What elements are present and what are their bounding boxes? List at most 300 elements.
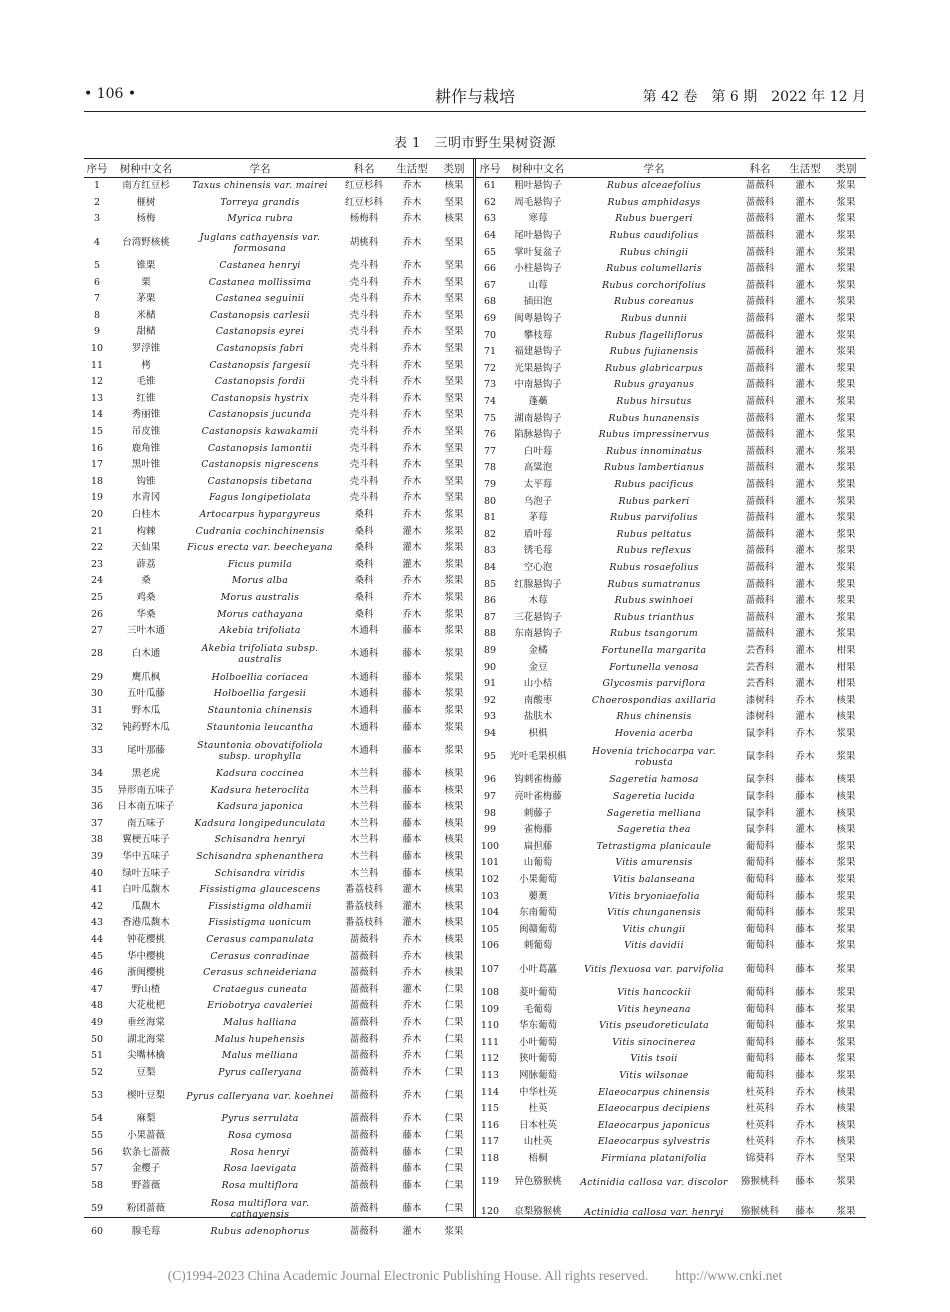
table-row (476, 955, 866, 985)
scientific-name: Rubus reflexus (616, 545, 692, 557)
family-name: 蔷薇科 (745, 611, 775, 623)
life-form: 藤本 (795, 791, 815, 803)
chinese-name: 白叶瓜馥木 (122, 884, 170, 896)
family-name: 木兰科 (349, 801, 379, 813)
row-index: 79 (483, 478, 497, 490)
life-form: 灌木 (795, 263, 815, 275)
family-name: 蔷薇科 (745, 462, 775, 474)
table-row (84, 507, 474, 524)
family-name: 漆树科 (745, 711, 775, 723)
scientific-name: Stauntonia obovatifoliola subsp. urophylla (197, 739, 323, 762)
life-form: 灌木 (402, 1226, 422, 1238)
table-row (84, 391, 474, 408)
fruit-category: 仁果 (444, 1000, 464, 1012)
fruit-category: 坚果 (444, 392, 464, 404)
scientific-name: Castanopsis hystrix (211, 392, 309, 404)
family-name: 桑科 (354, 575, 374, 587)
life-form: 乔木 (795, 727, 815, 739)
chinese-name: 香港瓜馥木 (122, 917, 170, 929)
table-row (476, 905, 866, 922)
row-index: 22 (90, 542, 104, 554)
chinese-name: 浙闽樱桃 (126, 967, 165, 979)
scientific-name: Morus australis (220, 591, 300, 603)
table-row (476, 855, 866, 872)
family-name: 蔷薇科 (745, 578, 775, 590)
row-index: 13 (90, 392, 104, 404)
chinese-name: 攀枝莓 (523, 329, 553, 341)
family-name: 桑科 (354, 542, 374, 554)
row-index: 9 (93, 326, 101, 338)
row-index: 94 (483, 727, 497, 739)
fruit-category: 浆果 (836, 1036, 856, 1048)
fruit-category: 核果 (836, 807, 856, 819)
family-name: 漆树科 (745, 694, 775, 706)
fruit-category: 浆果 (836, 396, 856, 408)
fruit-category: 核果 (444, 884, 464, 896)
scientific-name: Vitis wilsonae (619, 1069, 689, 1081)
row-index: 67 (483, 279, 497, 291)
row-index: 23 (90, 558, 104, 570)
fruit-category: 浆果 (444, 721, 464, 733)
table-row (84, 1144, 474, 1161)
life-form: 灌木 (795, 213, 815, 225)
life-form: 藤本 (402, 1179, 422, 1191)
family-name: 蔷薇科 (745, 180, 775, 192)
life-form: 藤本 (402, 1163, 422, 1175)
row-index: 76 (483, 429, 497, 441)
fruit-category: 浆果 (836, 840, 856, 852)
life-form: 藤本 (402, 688, 422, 700)
table-row (476, 888, 866, 905)
life-form: 灌木 (795, 196, 815, 208)
table-row (476, 311, 866, 328)
table-row (476, 477, 866, 494)
table-row (476, 278, 866, 295)
row-index: 110 (480, 1020, 500, 1032)
scientific-name: Rubus peltatus (616, 528, 692, 540)
family-name: 猕猴桃科 (740, 1176, 779, 1188)
scientific-name: Holboellia coriacea (211, 671, 309, 683)
life-form: 灌木 (795, 628, 815, 640)
life-form: 灌木 (402, 917, 422, 929)
family-name: 木兰科 (349, 851, 379, 863)
scientific-name: Castanopsis fargesii (209, 359, 311, 371)
table-row (476, 394, 866, 411)
table-row (84, 1048, 474, 1065)
family-name: 猕猴桃科 (740, 1206, 779, 1218)
fruit-category: 仁果 (444, 1090, 464, 1102)
scientific-name: Castanopsis fordii (214, 376, 306, 388)
table-row (476, 344, 866, 361)
life-form: 灌木 (795, 495, 815, 507)
life-form: 藤本 (795, 1053, 815, 1065)
family-name: 芸香科 (745, 644, 775, 656)
table-row (84, 1177, 474, 1194)
life-form: 乔木 (402, 508, 422, 520)
chinese-name: 白叶莓 (523, 445, 553, 457)
table-row (84, 965, 474, 982)
family-name: 葡萄科 (745, 1020, 775, 1032)
table-row (84, 407, 474, 424)
row-index: 98 (483, 807, 497, 819)
scientific-name: Castanopsis jucunda (208, 409, 312, 421)
family-name: 木兰科 (349, 768, 379, 780)
table-row (84, 998, 474, 1015)
fruit-category: 坚果 (444, 276, 464, 288)
chinese-name: 华中樱桃 (126, 950, 165, 962)
life-form: 乔木 (795, 1136, 815, 1148)
scientific-name: Artocarpus hypargyreus (199, 508, 321, 520)
fruit-category: 核果 (836, 824, 856, 836)
row-index: 90 (483, 661, 497, 673)
table-row (476, 643, 866, 660)
chinese-name: 鹰爪枫 (131, 671, 161, 683)
scientific-name: Rubus caudifolius (609, 230, 699, 242)
row-index: 27 (90, 625, 104, 637)
family-name: 鼠李科 (745, 791, 775, 803)
family-name: 木兰科 (349, 867, 379, 879)
table-row (476, 543, 866, 560)
row-index: 96 (483, 774, 497, 786)
scientific-name: Rubus lambertianus (603, 462, 705, 474)
row-index: 59 (90, 1203, 104, 1215)
family-name: 木通科 (349, 671, 379, 683)
life-form: 藤本 (795, 890, 815, 902)
scientific-name: Rubus impressinervus (598, 429, 710, 441)
fruit-category: 浆果 (836, 478, 856, 490)
fruit-category: 浆果 (836, 180, 856, 192)
row-index: 24 (90, 575, 104, 587)
scientific-name: Rubus buergeri (615, 213, 693, 225)
family-name: 蔷薇科 (349, 967, 379, 979)
family-name: 蔷薇科 (349, 1146, 379, 1158)
life-form: 乔木 (402, 309, 422, 321)
scientific-name: Tetrastigma planicaule (596, 840, 712, 852)
table-row (84, 799, 474, 816)
scientific-name: Rubus trianthus (613, 611, 695, 623)
chinese-name: 鸡桑 (136, 591, 156, 603)
family-name: 壳斗科 (349, 426, 379, 438)
chinese-name: 盐肤木 (523, 711, 553, 723)
scientific-name: Juglans cathayensis var. formosana (199, 231, 321, 254)
life-form: 乔木 (402, 1090, 422, 1102)
table-row (84, 424, 474, 441)
table-row (84, 195, 474, 212)
fruit-category: 核果 (444, 180, 464, 192)
fruit-category: 坚果 (444, 426, 464, 438)
family-name: 葡萄科 (745, 1003, 775, 1015)
life-form: 灌木 (402, 884, 422, 896)
row-index: 25 (90, 591, 104, 603)
chinese-name: 腺毛莓 (131, 1226, 161, 1238)
family-name: 蔷薇科 (745, 362, 775, 374)
scientific-name: Cudrania cochinchinensis (195, 525, 325, 537)
family-name: 红豆杉科 (344, 180, 383, 192)
scientific-name: Elaeocarpus sylvestris (597, 1136, 711, 1148)
life-form: 藤本 (795, 1206, 815, 1218)
chinese-name: 南酸枣 (523, 694, 553, 706)
chinese-name: 寒莓 (528, 213, 548, 225)
chinese-name: 中南悬钩子 (514, 379, 562, 391)
life-form: 乔木 (402, 950, 422, 962)
row-index: 108 (480, 987, 500, 999)
row-index: 54 (90, 1113, 104, 1125)
scientific-name: Torreya grandis (220, 196, 300, 208)
fruit-category: 浆果 (444, 591, 464, 603)
family-name: 木通科 (349, 744, 379, 756)
fruit-category: 核果 (444, 834, 464, 846)
chinese-name: 小果葡萄 (518, 874, 557, 886)
family-name: 蔷薇科 (349, 1129, 379, 1141)
scientific-name: Sageretia lucida (613, 791, 695, 803)
chinese-name: 异形南五味子 (117, 784, 175, 796)
row-index: 91 (483, 678, 497, 690)
scientific-name: Elaeocarpus decipiens (597, 1103, 711, 1115)
family-name: 葡萄科 (745, 987, 775, 999)
table-row (84, 766, 474, 783)
table-row (84, 374, 474, 391)
life-form: 藤本 (795, 907, 815, 919)
family-name: 壳斗科 (349, 276, 379, 288)
table-row (84, 490, 474, 507)
table-row (84, 1111, 474, 1128)
page-header (84, 84, 866, 108)
chinese-name: 软条七蔷薇 (122, 1146, 170, 1158)
family-name: 蔷薇科 (349, 983, 379, 995)
life-form: 灌木 (795, 611, 815, 623)
family-name: 蔷薇科 (349, 934, 379, 946)
chinese-name: 红锥 (136, 392, 156, 404)
fruit-category: 浆果 (836, 987, 856, 999)
row-index: 1 (93, 180, 101, 192)
table-row (476, 444, 866, 461)
family-name: 葡萄科 (745, 1053, 775, 1065)
life-form: 灌木 (795, 362, 815, 374)
life-form: 灌木 (402, 525, 422, 537)
row-index: 61 (483, 180, 497, 192)
scientific-name: Rosa multiflora var. cathayensis (210, 1198, 310, 1221)
scientific-name: Pyrus serrulata (221, 1113, 299, 1125)
life-form: 乔木 (402, 276, 422, 288)
row-index: 64 (483, 230, 497, 242)
fruit-category: 浆果 (444, 575, 464, 587)
fruit-category: 坚果 (444, 409, 464, 421)
family-name: 桑科 (354, 508, 374, 520)
table-row (476, 1151, 866, 1168)
chinese-name: 钩刺雀梅藤 (514, 774, 562, 786)
scientific-name: Rubus columellaris (606, 263, 702, 275)
life-form: 乔木 (795, 751, 815, 763)
chinese-name: 光果悬钩子 (514, 362, 562, 374)
scientific-name: Fortunella venosa (609, 661, 699, 673)
chinese-name: 闽赣葡萄 (518, 923, 557, 935)
scientific-name: Fissistigma oldhamii (208, 900, 312, 912)
family-name: 壳斗科 (349, 293, 379, 305)
scientific-name: Castanopsis nigrescens (201, 459, 319, 471)
family-name: 桑科 (354, 591, 374, 603)
fruit-category: 浆果 (836, 263, 856, 275)
row-index: 55 (90, 1129, 104, 1141)
table-row (476, 1001, 866, 1018)
row-index: 118 (480, 1152, 500, 1164)
fruit-category: 核果 (444, 817, 464, 829)
row-index: 53 (90, 1090, 104, 1102)
life-form: 灌木 (795, 329, 815, 341)
fruit-category: 核果 (444, 950, 464, 962)
row-index: 7 (93, 293, 101, 305)
row-index: 83 (483, 545, 497, 557)
family-name: 鼠李科 (745, 807, 775, 819)
chinese-name: 高粱泡 (523, 462, 553, 474)
scientific-name: Schisandra sphenanthera (196, 851, 324, 863)
scientific-name: Castanopsis eyrei (215, 326, 305, 338)
row-index: 47 (90, 983, 104, 995)
scientific-name: Eriobotrya cavaleriei (207, 1000, 313, 1012)
chinese-name: 锥栗 (136, 260, 156, 272)
family-name: 蔷薇科 (745, 412, 775, 424)
fruit-category: 坚果 (444, 260, 464, 272)
chinese-name: 大花枇杷 (126, 1000, 165, 1012)
family-name: 蔷薇科 (745, 296, 775, 308)
chinese-name: 南五味子 (126, 817, 165, 829)
row-index: 36 (90, 801, 104, 813)
col-header-life-form: 生活型 (390, 159, 434, 178)
family-name: 蔷薇科 (349, 1163, 379, 1175)
scientific-name: Sageretia hamosa (609, 774, 699, 786)
family-name: 蔷薇科 (745, 628, 775, 640)
table-row (84, 324, 474, 341)
chinese-name: 太平莓 (523, 478, 553, 490)
table-row (476, 692, 866, 709)
scientific-name: Rosa cymosa (227, 1129, 293, 1141)
fruit-category: 仁果 (444, 1163, 464, 1175)
row-index: 100 (480, 840, 500, 852)
table-row (84, 523, 474, 540)
row-index: 77 (483, 445, 497, 457)
life-form: 藤本 (795, 774, 815, 786)
scientific-name: Rubus hunanensis (608, 412, 700, 424)
fruit-category: 浆果 (836, 230, 856, 242)
scientific-name: Actinidia callosa var. discolor (580, 1176, 728, 1188)
family-name: 蔷薇科 (349, 1179, 379, 1191)
fruit-category: 浆果 (836, 1176, 856, 1188)
life-form: 藤本 (402, 867, 422, 879)
row-index: 5 (93, 260, 101, 272)
scientific-name: Rosa laevigata (223, 1163, 297, 1175)
family-name: 壳斗科 (349, 409, 379, 421)
scientific-name: Rubus innominatus (605, 445, 703, 457)
family-name: 葡萄科 (745, 923, 775, 935)
life-form: 乔木 (402, 591, 422, 603)
family-name: 杜英科 (745, 1136, 775, 1148)
table-row (476, 261, 866, 278)
chinese-name: 山小桔 (523, 678, 553, 690)
fruit-category: 浆果 (836, 213, 856, 225)
chinese-name: 金橘 (528, 644, 548, 656)
table-row (476, 1167, 866, 1197)
table-row (84, 540, 474, 557)
scientific-name: Kadsura longipedunculata (194, 817, 326, 829)
row-index: 35 (90, 784, 104, 796)
scientific-name: Vitis chunganensis (606, 907, 701, 919)
life-form: 藤本 (402, 834, 422, 846)
life-form: 藤本 (402, 801, 422, 813)
table-row (84, 357, 474, 374)
fruit-category: 核果 (444, 851, 464, 863)
row-index: 119 (480, 1176, 500, 1188)
row-index: 21 (90, 525, 104, 537)
fruit-category: 仁果 (444, 1066, 464, 1078)
chinese-name: 钟花樱桃 (126, 934, 165, 946)
chinese-name: 湖北海棠 (126, 1033, 165, 1045)
family-name: 葡萄科 (745, 940, 775, 952)
table-row (476, 822, 866, 839)
fruit-category: 浆果 (836, 1003, 856, 1015)
family-name: 壳斗科 (349, 459, 379, 471)
chinese-name: 南方红豆杉 (122, 180, 170, 192)
fruit-category: 仁果 (444, 1179, 464, 1191)
chinese-name: 麻梨 (136, 1113, 156, 1125)
chinese-name: 尾叶那藤 (126, 744, 165, 756)
table-row (476, 377, 866, 394)
family-name: 木通科 (349, 625, 379, 637)
family-name: 蔷薇科 (745, 279, 775, 291)
table-row (84, 1015, 474, 1032)
fruit-category: 浆果 (836, 362, 856, 374)
fruit-category: 核果 (836, 711, 856, 723)
row-index: 114 (480, 1086, 500, 1098)
scientific-name: Castanea seguinii (215, 293, 305, 305)
scientific-name: Vitis hancockii (617, 987, 691, 999)
fruit-category: 浆果 (444, 704, 464, 716)
chinese-name: 狭叶葡萄 (518, 1053, 557, 1065)
fruit-category: 浆果 (836, 751, 856, 763)
chinese-name: 菱叶葡萄 (518, 987, 557, 999)
scientific-name: Castanopsis fabri (216, 343, 304, 355)
fruit-category: 浆果 (444, 508, 464, 520)
fruit-category: 浆果 (836, 874, 856, 886)
scientific-name: Vitis chungii (622, 923, 686, 935)
table-row (476, 938, 866, 955)
life-form: 乔木 (402, 343, 422, 355)
table-row (476, 872, 866, 889)
chinese-name: 网脉葡萄 (518, 1069, 557, 1081)
family-name: 胡桃科 (349, 236, 379, 248)
col-header-life-form: 生活型 (784, 159, 826, 178)
family-name: 蔷薇科 (349, 1033, 379, 1045)
table-row (476, 789, 866, 806)
family-name: 蔷薇科 (349, 1017, 379, 1029)
chinese-name: 天仙果 (131, 542, 161, 554)
fruit-category: 浆果 (836, 963, 856, 975)
fruit-category: 仁果 (444, 1146, 464, 1158)
row-index: 29 (90, 671, 104, 683)
fruit-category: 浆果 (836, 1053, 856, 1065)
scientific-name: Rubus parkeri (618, 495, 690, 507)
family-name: 葡萄科 (745, 840, 775, 852)
life-form: 藤本 (402, 1146, 422, 1158)
row-index: 50 (90, 1033, 104, 1045)
table-row (476, 294, 866, 311)
family-name: 葡萄科 (745, 1036, 775, 1048)
fruit-category: 浆果 (836, 890, 856, 902)
scientific-name: Firmiana platanifolia (601, 1152, 707, 1164)
fruit-category: 核果 (444, 768, 464, 780)
row-index: 58 (90, 1179, 104, 1191)
chinese-name: 野山楂 (131, 983, 161, 995)
row-index: 34 (90, 768, 104, 780)
life-form: 灌木 (795, 230, 815, 242)
